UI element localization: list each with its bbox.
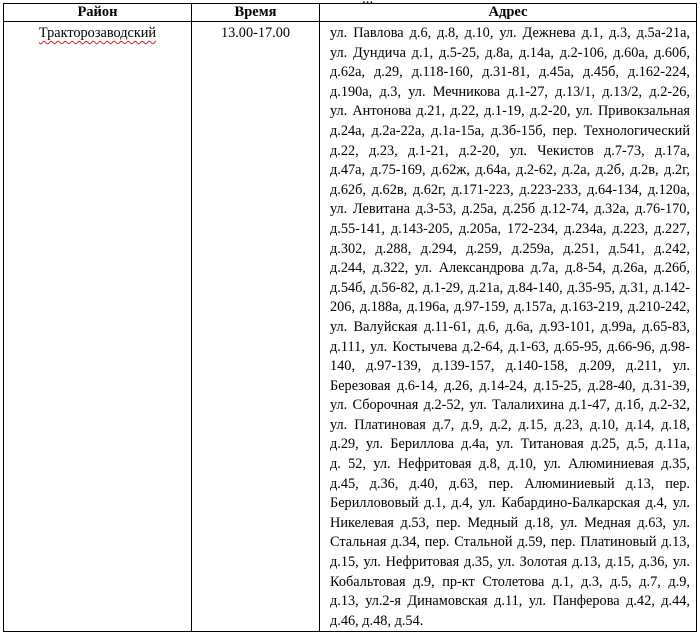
address-line: Никелевая д.53, пер. Медный д.18, ул. Медная д.63, ул. [330,514,690,531]
address-line: ул. Левитана д.3-53, д.25а, д.25б д.12-74, д.32а, д.76-170, [330,201,690,218]
address-line: д.29, ул. Бериллова д.4а, ул. Титановая д.25, д.5, д.11а, [330,436,690,453]
time-header: Время [192,4,320,22]
address-line: д.46, д.48, д.54. [330,612,424,629]
address-line: Кобальтовая д.9, пр-кт Столетова д.1, д.3, д.5, д.7, д.9, [330,573,690,590]
table-row [4,22,697,632]
address-line: д.111, ул. Костычева д.2-64, д.1-63, д.65-95, д.66-96, д.98- [330,338,690,355]
address-line: 206, д.188а, д.196а, д.97-159, д.157а, д.163-219, д.210-242, [330,299,690,316]
header-row [4,4,697,22]
schedule-table [3,3,697,632]
address-header: Адрес [320,4,697,22]
address-line: д.62б, д.62в, д.62г, д.171-223, д.223-233, д.64-134, д.120а, [330,181,690,198]
address-line: д.55-141, д.143-205, д.205а, 172-234, д.234а, д.223, д.227, [330,220,690,237]
district-name: Тракторозаводский [38,25,157,41]
address-line: ул. Валуйская д.11-61, д.6, д.6а, д.93-101, д.99а, д.65-83, [330,318,690,335]
address-line: Бериллововый д.1, д.4, ул. Кабардино-Балкарская д.4, ул. [330,495,690,512]
address-line: д.62а, д.29, д.118-160, д.31-81, д.45а, д.45б, д.162-224, [330,64,690,81]
address-line: д.302, д.288, д.294, д.259, д.259а, д.251, д.541, д.242, [330,240,690,257]
address-line: 140, д.97-139, д.139-157, д.140-158, д.209, д.211, ул. [330,358,690,375]
address-line: д.47а, д.75-169, д.62ж, д.64а, д.2-62, д.2а, д.2б, д.2в, д.2г, [330,162,690,179]
address-text [330,24,690,631]
district-cell [4,22,192,632]
address-line: ул. Антонова д.21, д.22, д.1-19, д.2-20, ул. Привокзальная [330,103,690,120]
time-cell: 13.00-17.00 [192,22,320,632]
address-line: д.190а, д.3, ул. Мечникова д.1-27, д.13/1, д.13/2, д.2-26, [330,83,690,100]
address-line: д.22, д.23, д.1-21, д.2-20, ул. Чекистов д.7-73, д.17а, [330,142,690,159]
address-line: ул. Сборочная д.2-52, ул. Талалихина д.1-47, д.1б, д.2-32, [330,397,690,414]
address-line: ул. Дундича д.1, д.5-25, д.8а, д.14а, д.2-106, д.60а, д.60б, [330,44,690,61]
address-line: д.15, ул. Нефритовая д.35, ул. Золотая д.13, д.15, д.36, ул. [330,554,690,571]
address-line: д.244, д.322, ул. Александрова д.7а, д.8-54, д.26а, д.26б, [330,260,690,277]
address-line: д.54б, д.56-82, д.1-29, д.21а, д.84-140, д.35-95, д.31, д.142- [330,279,690,296]
address-line: ул. Павлова д.6, д.8, д.10, ул. Дежнева д.1, д.3, д.5а-21а, [330,25,690,41]
address-line: д.13, ул.2-я Динамовская д.11, ул. Панферова д.42, д.44, [330,593,690,610]
address-line: ул. Платиновая д.7, д.9, д.2, д.15, д.23, д.10, д.14, д.18, [330,416,690,433]
address-line: д.45, д.36, д.40, д.63, пер. Алюминиевый д.13, пер. [330,475,690,492]
address-line: д.24а, д.2а-22а, д.1а-15а, д.3б-15б, пер. Технологический [330,122,690,139]
address-line: Стальная д.34, пер. Стальной д.59, пер. Платиновый д.13, [330,534,690,551]
address-line: Березовая д.6-14, д.26, д.14-24, д.15-25, д.28-40, д.31-39, [330,377,690,394]
address-cell [320,22,697,632]
district-header: Район [4,4,192,22]
address-line: д. 52, ул. Нефритовая д.8, д.10, ул. Алюминиевая д.35, [330,456,690,473]
